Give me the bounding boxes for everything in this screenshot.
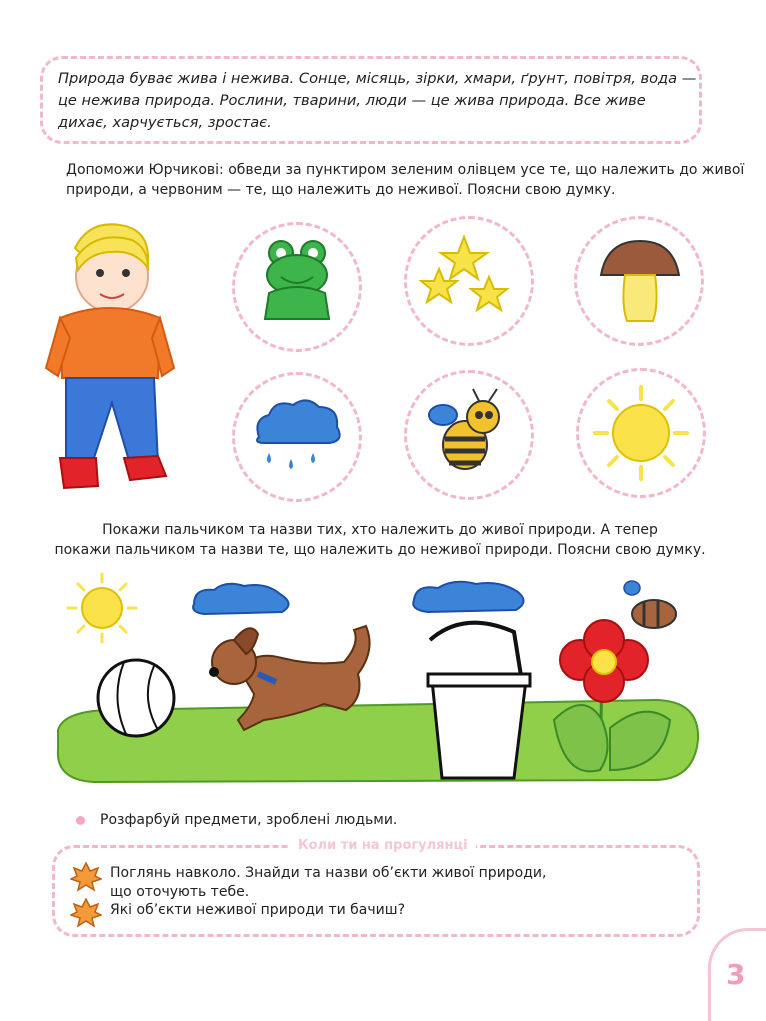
sun-icon (591, 383, 691, 483)
scene-cloud-left-icon (193, 584, 288, 614)
maple-leaf-icon (70, 898, 102, 928)
walk-line2: Які об’єкти неживої природи ти бачиш? (110, 902, 405, 918)
bucket-icon (428, 623, 530, 778)
flower-icon (554, 620, 670, 771)
scene-bee-icon (624, 581, 676, 628)
circle-stars[interactable] (404, 216, 534, 346)
task2-line1: Покажи пальчиком та назви тих, хто належить до живої природи. А тепер (102, 522, 658, 538)
frog-icon (251, 235, 343, 327)
circle-bee[interactable] (404, 370, 534, 500)
task3-instruction: Розфарбуй предмети, зроблені людьми. (100, 812, 398, 828)
boy-illustration (40, 218, 180, 496)
circle-mushroom[interactable] (574, 216, 704, 346)
walk-line1 (110, 864, 580, 902)
circle-sun[interactable] (576, 368, 706, 498)
walk-title: Коли ти на прогулянці (290, 838, 476, 853)
nature-scene (54, 570, 704, 790)
scene-cloud-right-icon (413, 582, 523, 612)
task3-bullet-icon (76, 816, 85, 825)
scene-sun-icon (68, 574, 136, 642)
bee-icon (423, 387, 515, 479)
task2-instruction (40, 520, 720, 560)
walk-line1a: Поглянь навколо. Знайди та назви об’єкти живої природи, (110, 865, 547, 881)
mushroom-icon (597, 235, 683, 325)
rain-cloud-icon (249, 393, 345, 483)
stars-icon (419, 229, 519, 329)
circle-cloud-rain[interactable] (232, 372, 362, 502)
intro-text: Природа буває жива і нежива. Сонце, місяць, зірки, хмари, ґрунт, повітря, вода — це нежива природа. Рослини, тварини, люди — це жива природа. Все живе дихає, харчується, зростає. (58, 70, 697, 131)
task1-instruction: Допоможи Юрчикові: обведи за пунктиром зеленим олівцем усе те, що належить до живої природи, а червоним — те, що належить до неживої. Поясни свою думку. (66, 162, 745, 198)
walk-line1b: що оточують тебе. (110, 884, 250, 900)
circle-frog[interactable] (232, 222, 362, 352)
ball-icon (98, 660, 174, 736)
task2-line2: покажи пальчиком та назви те, що належить до неживої природи. Поясни свою думку. (54, 542, 706, 558)
page-number: 3 (726, 958, 746, 991)
maple-leaf-icon (70, 862, 102, 892)
